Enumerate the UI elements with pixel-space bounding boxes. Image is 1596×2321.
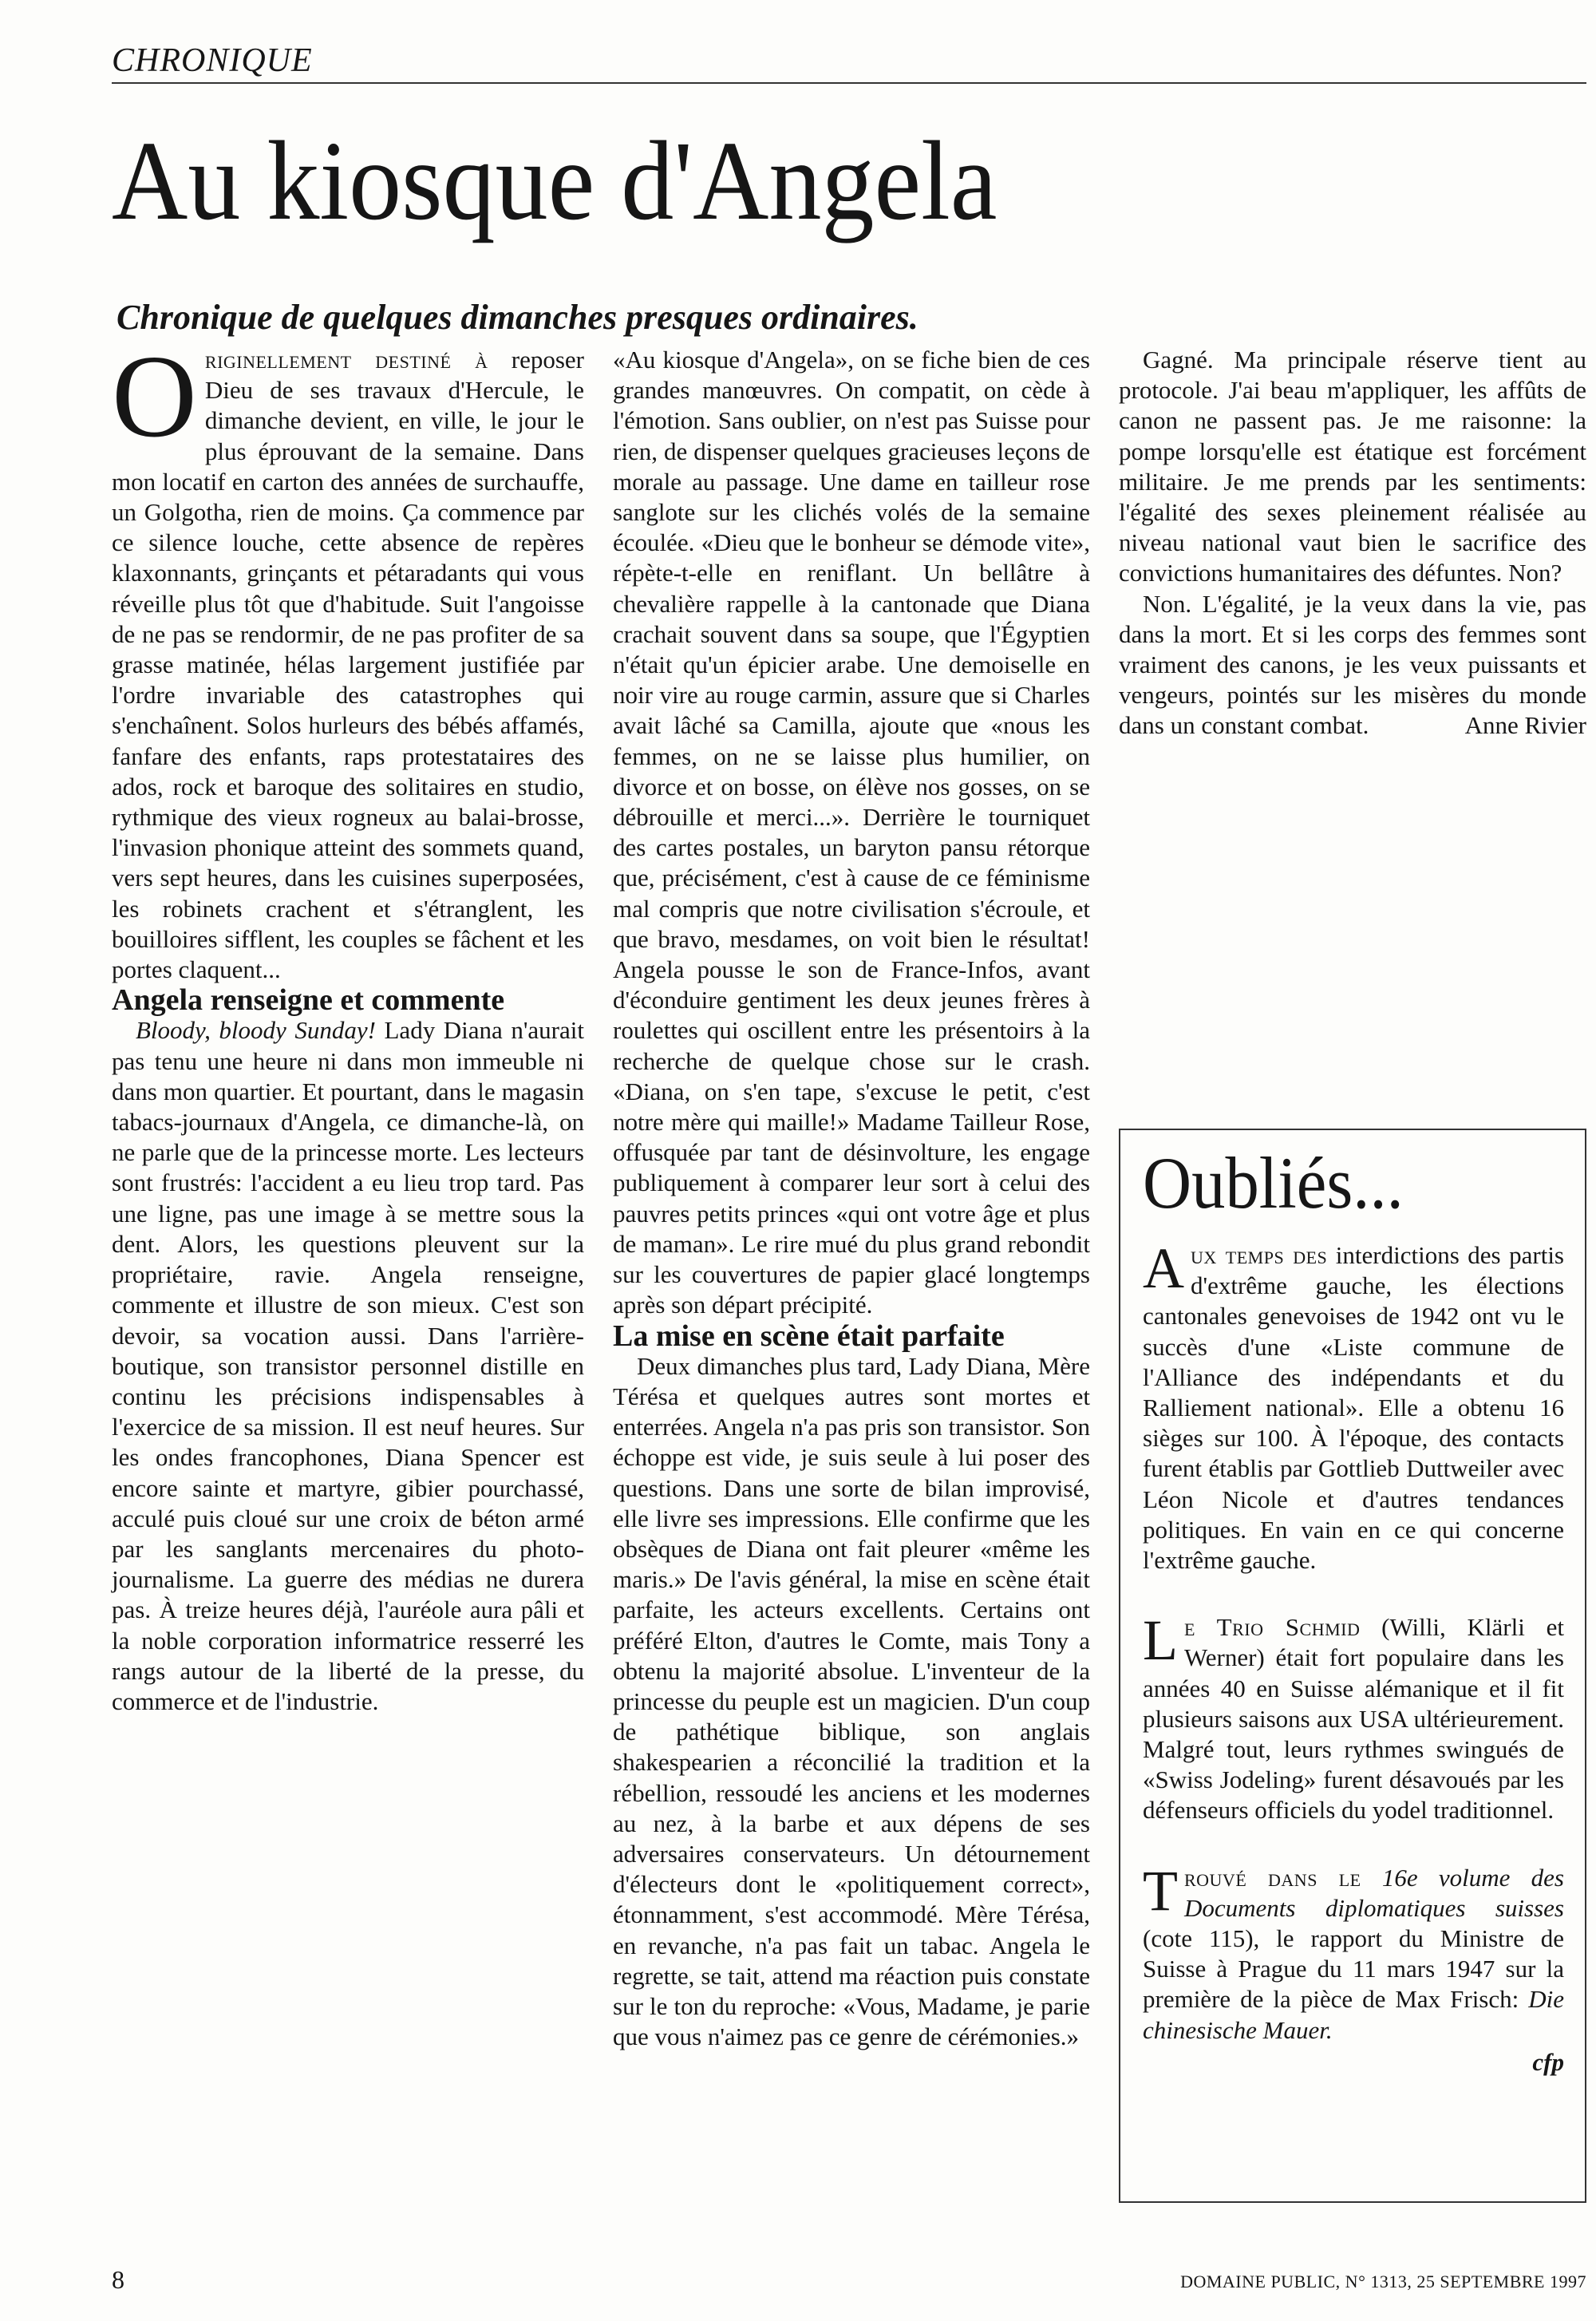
article-column-1 bbox=[112, 331, 584, 1717]
lead-smallcaps: riginellement destiné à bbox=[204, 346, 488, 374]
item-text: (Willi, Klärli et Werner) était fort populaire dans les années 40 en Suisse alémanique et il fit plusieurs saisons aux USA ultérieurement. Malgré tout, leurs rythmes swingués de «Swiss Jodeling» furent désavoués par les défenseurs officiels du yodel traditionnel. bbox=[1143, 1613, 1564, 1825]
lead-text: reposer Dieu de ses travaux d'Hercule, le dimanche devient, en ville, le jour le plus éprouvant de la semaine. Dans mon locatif en carton des années de surchauffe, un Golgotha, rien de moins. Ça commence par ce silence louche, cette absence de repères klaxonnants, grinçants et pétaradants qui vous réveille plus tôt que d'habitude. Suit l'angoisse de ne pas se rendormir, de ne pas profiter de sa grasse matinée, hélas largement justifiée par l'ordre invariable des catastrophes qui s'enchaînent. Solos hurleurs des bébés affamés, fanfare des enfants, raps protestataires des ados, rock et baroque des solitaires en studio, rythmique des vieux rogneux au balai-brosse, l'invasion phonique atteint des sommets quand, vers sept heures, dans les cuisines superposées, les robinets crachent et s'étranglent, les bouilloires sifflent, les couples se fâchent et les portes claquent... bbox=[112, 346, 584, 984]
sidebar-box-oublies bbox=[1119, 1129, 1586, 2203]
article-column-3 bbox=[1119, 345, 1586, 741]
work-title: Die chinesische Mauer. bbox=[1143, 1985, 1564, 2044]
item-smallcaps: ux temps des bbox=[1191, 1241, 1328, 1269]
subheading-angela-renseigne: Angela renseigne et commente bbox=[112, 983, 505, 1018]
drop-cap: A bbox=[1143, 1236, 1184, 1300]
sidebar-title: Oubliés... bbox=[1143, 1142, 1404, 1224]
sidebar-item bbox=[1143, 1858, 1564, 2046]
author-signature: Anne Rivier bbox=[1464, 711, 1586, 740]
paragraph-text: Lady Diana n'aurait pas tenu une heure ni dans mon immeuble ni dans mon quartier. Et pourtant, dans le magasin tabacs-journaux d'Angela, ce dimanche-là, on ne parle que de la princesse morte. Les lecteurs sont frustrés: l'accident a eu lieu trop tard. Pas une ligne, pas une image à se mettre sous la dent. Alors, les questions pleuvent sur la propriétaire, ravie. Angela renseigne, commente et illustre de son mieux. C'est son devoir, sa vocation aussi. Dans l'arrière-boutique, son transistor personnel distille en continu les précisions indispensables à l'exercice de sa mission. Il est neuf heures. Sur les ondes francophones, Diana Spencer est encore sainte et martyre, gibier pourchassé, acculé puis cloué sur une croix de béton armé par les sanglants mercenaires du photo-journalisme. La guerre des médias ne durera pas. À treize heures déjà, l'auréole aura pâli et la noble corporation informatrice resserré les rangs autour de la liberté de la presse, du commerce et de l'industrie. bbox=[112, 1016, 584, 1715]
subheading-mise-en-scene: La mise en scène était parfaite bbox=[613, 1319, 1005, 1353]
drop-cap: T bbox=[1143, 1858, 1178, 1923]
bloody-sunday-italic: Bloody, bloody Sunday! bbox=[136, 1016, 376, 1045]
article-column-2 bbox=[613, 345, 1090, 2052]
article-lead-paragraph bbox=[112, 331, 584, 985]
article-subtitle: Chronique de quelques dimanches presques ordinaires. bbox=[117, 298, 918, 337]
header-rule bbox=[112, 82, 1586, 84]
article-paragraph: Deux dimanches plus tard, Lady Diana, Mère Térésa et quelques autres sont mortes et enterrées. Angela n'a pas pris son transistor. Son échoppe est vide, je suis seule à lui poser des questions. Dans une sorte de bilan improvisé, elle livre ses impressions. Elle confirme que les obsèques de Diana ont fait pleurer «même les maris.» De l'avis général, la mise en scène était parfaite, les acteurs excellents. Certains ont préféré Elton, d'autres le Comte, mais Tony a obtenu la majorité absolue. L'inventeur de la princesse du peuple est un magicien. D'un coup de pathétique biblique, son anglais shakespearien a réconcilié la tradition et la rébellion, ressoudé les anciens et les modernes au nez, à la barbe et aux dépens de ses adversaires conservateurs. Un détournement d'électeurs dont le «politiquement correct», étonnamment, s'est accommodé. Mère Térésa, en revanche, n'a pas fait un tabac. Angela le regrette, se tait, attend ma réaction puis constate sur le ton du reproche: «Vous, Madame, je parie que vous n'aimez pas ce genre de cérémonies.» bbox=[613, 1351, 1090, 2051]
item-text: interdictions des partis d'extrême gauche, les élections cantonales genevoises de 1942 ont vu le succès d'une «Liste commune de l'Alliance des indépendants et du Ralliement national». Elle a obtenu 16 sièges sur 100. À l'époque, des contacts furent établis par Gottlieb Duttweiler avec Léon Nicole et d'autres tendances politiques. En vain en ce qui concerne l'extrême gauche. bbox=[1143, 1241, 1564, 1575]
item-smallcaps: e Trio Schmid bbox=[1183, 1613, 1361, 1642]
article-paragraph: «Au kiosque d'Angela», on se fiche bien de ces grandes manœuvres. On compatit, on cède à l'émotion. Sans oublier, on n'est pas Suisse pour rien, de dispenser quelques gracieuses leçons de morale au passage. Une dame en tailleur rose sanglote sur les clichés volés de la semaine écoulée. «Dieu que le bonheur se démode vite», répète-t-elle en reniflant. Un bellâtre à chevalière rappelle à la cantonade que Diana crachait souvent dans sa soupe, que l'Égyptien n'était qu'un épicier arabe. Une demoiselle en noir vire au rouge carmin, assure que si Charles avait lâché sa Camilla, ajoute que «nous les femmes, on ne se laisse plus humilier, on divorce et on bosse, on élève nos gosses, on se débrouille et merci...». Derrière le tourniquet des cartes postales, un baryton pansu rétorque que, précisément, c'est à cause de ce féminisme mal compris que notre civilisation s'écroule, et que bravo, mesdames, on voit bien le résultat! Angela pousse le son de France-Infos, avant d'éconduire gentiment les deux jeunes frères à roulettes qui oscillent entre les présentoirs à la recherche de quelque chose sur le crash. «Diana, on s'en tape, s'excuse le petit, c'est notre mère qui maille!» Madame Tailleur Rose, offusquée par tant de désinvolture, les engage publiquement à comparer leur sort à celui des pauvres petits princes «qui ont votre âge et plus de maman». Le rire mué du plus grand rebondit sur les couvertures de papier glacé longtemps après son départ précipité. bbox=[613, 346, 1090, 1319]
item-text: (cote 115), le rapport du Ministre de Suisse à Prague du 11 mars 1947 sur la première de la pièce de Max Frisch: bbox=[1143, 1924, 1564, 2014]
paragraph-text: Non. L'égalité, je la veux dans la vie, pas dans la mort. Et si les corps des femmes sont vraiment des canons, je les veux puissants et vengeurs, pointés sur les misères du monde dans un constant combat. bbox=[1119, 589, 1586, 740]
article-paragraph: Gagné. Ma principale réserve tient au protocole. J'ai beau m'appliquer, les affûts de canon ne passent pas. Je me raisonne: la pompe lorsqu'elle est étatique est forcément militaire. Je me prends par les sentiments: l'égalité des sexes pleinement réalisée au niveau national vaut bien le sacrifice des convictions humanitaires des défuntes. Non? bbox=[1119, 346, 1586, 587]
page-number: 8 bbox=[112, 2265, 124, 2294]
item-italic: 16e volume des Documents diplomatiques suisses bbox=[1183, 1863, 1564, 1922]
item-smallcaps: rouvé dans le bbox=[1183, 1863, 1361, 1892]
sidebar-item bbox=[1143, 1608, 1564, 1825]
article-title: Au kiosque d'Angela bbox=[112, 117, 998, 243]
sidebar-item bbox=[1143, 1236, 1564, 1576]
section-rubric: CHRONIQUE bbox=[112, 42, 313, 79]
article-closing-paragraph bbox=[1119, 589, 1586, 741]
article-paragraph bbox=[112, 1015, 584, 1717]
drop-cap: O bbox=[112, 331, 197, 462]
sidebar-credit: cfp bbox=[1532, 2047, 1564, 2076]
drop-cap: L bbox=[1143, 1608, 1178, 1673]
publication-footer: DOMAINE PUBLIC, N° 1313, 25 SEPTEMBRE 1997 bbox=[1180, 2272, 1586, 2291]
